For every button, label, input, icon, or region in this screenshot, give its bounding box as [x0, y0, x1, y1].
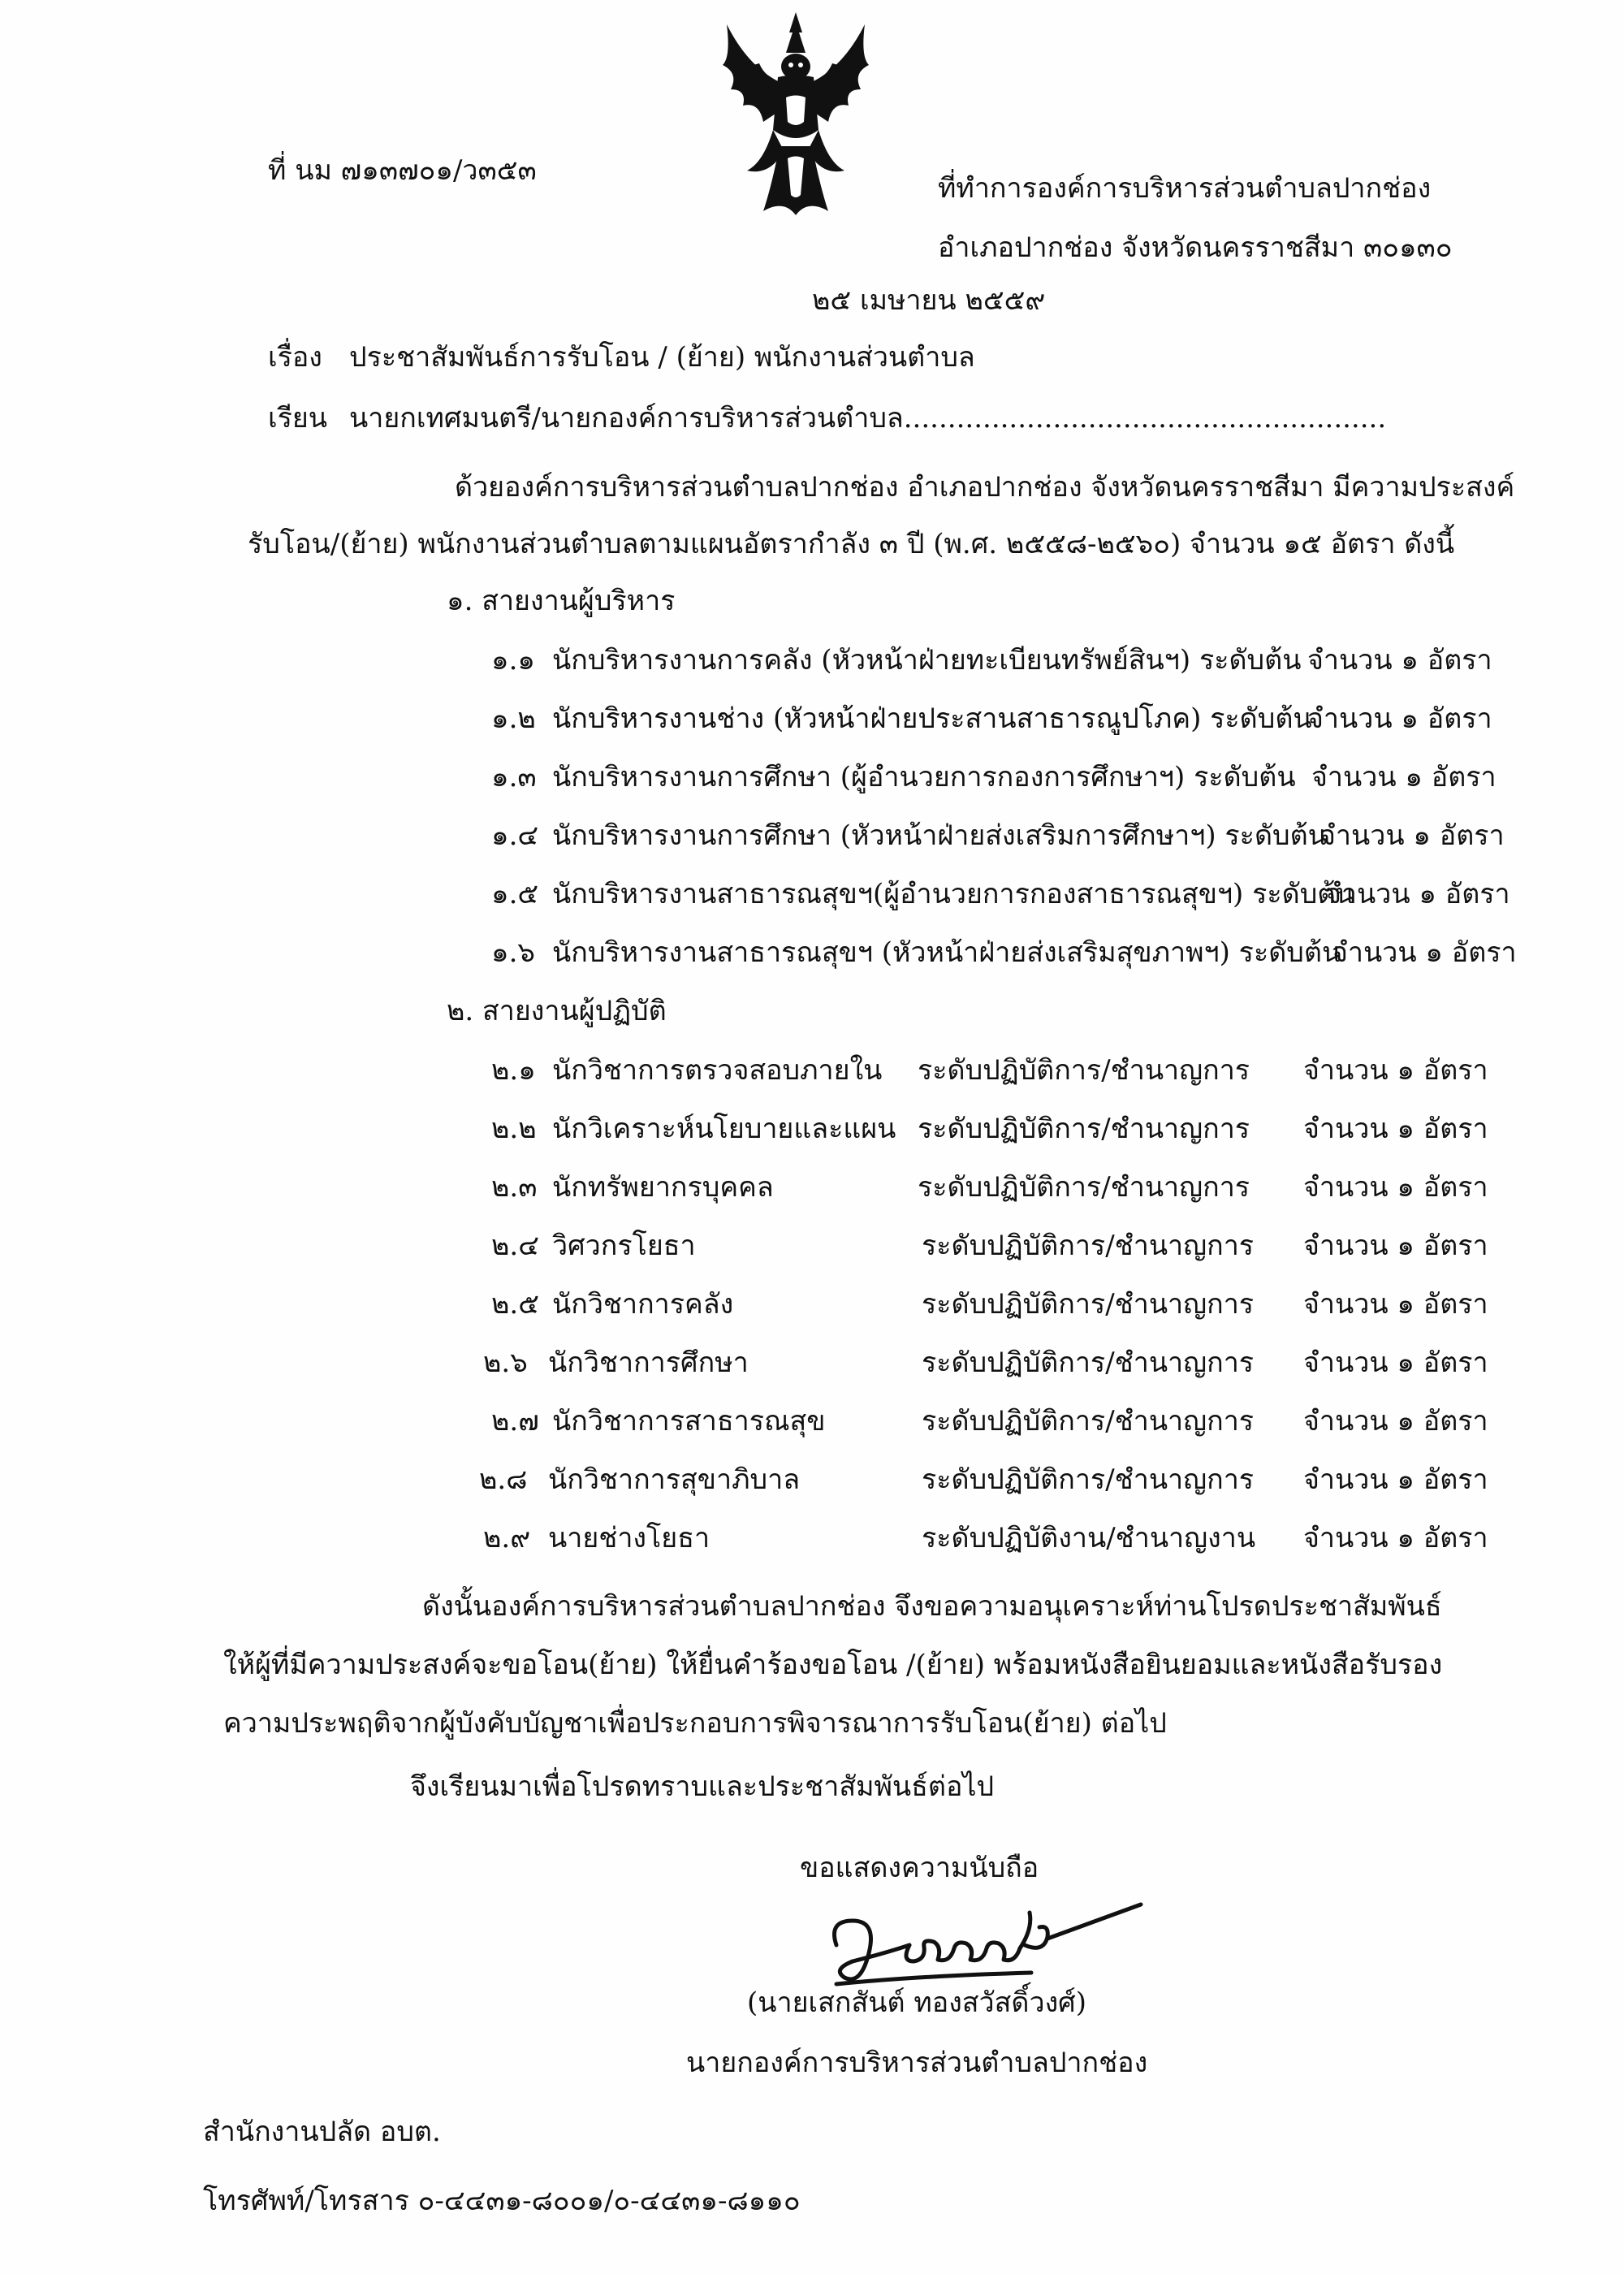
section2-item-no: ๒.๑ [491, 1054, 536, 1087]
section2-item-text: นักวิชาการคลัง [552, 1288, 734, 1321]
section2-item-qty: จำนวน ๑ อัตรา [1303, 1288, 1488, 1321]
section2-item-level: ระดับปฏิบัติการ/ชำนาญการ [918, 1054, 1250, 1087]
footer-office: สำนักงานปลัด อบต. [203, 2116, 441, 2148]
section1-item-text: นักบริหารงานการศึกษา (ผู้อำนวยการกองการศึกษาฯ) ระดับต้น [552, 761, 1296, 793]
section2-item-level: ระดับปฏิบัติการ/ชำนาญการ [922, 1230, 1255, 1262]
section1-item-no: ๑.๒ [491, 703, 536, 735]
letter-date: ๒๕ เมษายน ๒๕๕๙ [812, 284, 1046, 317]
section2-item-no: ๒.๙ [483, 1522, 531, 1554]
intro-line1: ด้วยองค์การบริหารส่วนตำบลปากช่อง อำเภอปากช่อง จังหวัดนครราชสีมา มีความประสงค์ [455, 471, 1515, 504]
section2-item-qty: จำนวน ๑ อัตรา [1303, 1463, 1488, 1496]
section2-item-text: วิศวกรโยธา [552, 1230, 696, 1262]
section2-item-level: ระดับปฏิบัติการ/ชำนาญการ [918, 1113, 1250, 1145]
section2-item-level: ระดับปฏิบัติการ/ชำนาญการ [918, 1171, 1250, 1204]
subject-label: เรื่อง [268, 341, 322, 374]
section1-item-text: นักบริหารงานช่าง (หัวหน้าฝ่ายประสานสาธารณูปโภค) ระดับต้น [552, 703, 1312, 735]
section1-item-text: นักบริหารงานสาธารณสุขฯ (หัวหน้าฝ่ายส่งเสริมสุขภาพฯ) ระดับต้น [552, 936, 1341, 969]
office-address-line1: ที่ทำการองค์การบริหารส่วนตำบลปากช่อง [938, 172, 1432, 205]
section2-item-qty: จำนวน ๑ อัตรา [1303, 1113, 1488, 1145]
office-address-line2: อำเภอปากช่อง จังหวัดนครราชสีมา ๓๐๑๓๐ [938, 231, 1453, 264]
section1-item-no: ๑.๖ [491, 936, 535, 969]
section1-item-text: นักบริหารงานการคลัง (หัวหน้าฝ่ายทะเบียนทรัพย์สินฯ) ระดับต้น [552, 644, 1302, 677]
section1-item-no: ๑.๔ [491, 819, 539, 852]
section2-item-text: นักวิเคราะห์นโยบายและแผน [552, 1113, 896, 1145]
subject-text: ประชาสัมพันธ์การรับโอน / (ย้าย) พนักงานส่วนตำบล [349, 341, 975, 374]
section2-item-no: ๒.๕ [491, 1288, 539, 1321]
garuda-emblem-icon [715, 8, 877, 219]
section1-item-no: ๑.๓ [491, 761, 537, 793]
signatory-name: (นายเสกสันต์ ทองสวัสดิ์วงศ์) [747, 1987, 1087, 2019]
section2-item-level: ระดับปฏิบัติการ/ชำนาญการ [922, 1347, 1255, 1379]
section2-item-qty: จำนวน ๑ อัตรา [1303, 1230, 1488, 1262]
section2-item-no: ๒.๒ [491, 1113, 537, 1145]
section2-item-no: ๒.๔ [491, 1230, 539, 1262]
section2-item-text: นักทรัพยากรบุคคล [552, 1171, 774, 1204]
section2-item-qty: จำนวน ๑ อัตรา [1303, 1347, 1488, 1379]
closing-line2: ให้ผู้ที่มีความประสงค์จะขอโอน(ย้าย) ให้ยื่นคำร้องขอโอน /(ย้าย) พร้อมหนังสือยินยอมและหนังสือรับรอง [223, 1649, 1443, 1681]
section2-item-level: ระดับปฏิบัติการ/ชำนาญการ [922, 1463, 1255, 1496]
section1-item-qty: จำนวน ๑ อัตรา [1325, 878, 1510, 910]
section2-item-no: ๒.๓ [491, 1171, 538, 1204]
section2-item-text: นักวิชาการสาธารณสุข [552, 1405, 826, 1437]
section2-item-no: ๒.๗ [491, 1405, 539, 1437]
closing-line4: จึงเรียนมาเพื่อโปรดทราบและประชาสัมพันธ์ต่อไป [410, 1770, 995, 1803]
recipient-text: นายกเทศมนตรี/นายกองค์การบริหารส่วนตำบล....................................................... [349, 402, 1387, 434]
section2-item-no: ๒.๘ [479, 1463, 528, 1496]
section1-item-qty: จำนวน ๑ อัตรา [1320, 819, 1505, 852]
section2-item-no: ๒.๖ [483, 1347, 528, 1379]
section2-item-level: ระดับปฏิบัติงาน/ชำนาญงาน [922, 1522, 1256, 1554]
section2-item-text: นักวิชาการสุขาภิบาล [548, 1463, 801, 1496]
section2-item-level: ระดับปฏิบัติการ/ชำนาญการ [922, 1288, 1255, 1321]
section2-item-text: นักวิชาการตรวจสอบภายใน [552, 1054, 883, 1087]
footer-phone: โทรศัพท์/โทรสาร ๐-๔๔๓๑-๘๐๐๑/๐-๔๔๓๑-๘๑๑๐ [203, 2185, 801, 2217]
regards-text: ขอแสดงความนับถือ [800, 1852, 1039, 1884]
section1-item-text: นักบริหารงานการศึกษา (หัวหน้าฝ่ายส่งเสริมการศึกษาฯ) ระดับต้น [552, 819, 1327, 852]
section1-item-qty: จำนวน ๑ อัตรา [1332, 936, 1517, 969]
handwritten-signature [820, 1888, 1161, 2002]
section1-item-qty: จำนวน ๑ อัตรา [1307, 644, 1492, 677]
closing-line1: ดังนั้นองค์การบริหารส่วนตำบลปากช่อง จึงขอความอนุเคราะห์ท่านโปรดประชาสัมพันธ์ [422, 1590, 1442, 1623]
section2-item-text: นักวิชาการศึกษา [548, 1347, 749, 1379]
section2-item-qty: จำนวน ๑ อัตรา [1303, 1405, 1488, 1437]
section2-item-level: ระดับปฏิบัติการ/ชำนาญการ [922, 1405, 1255, 1437]
closing-line3: ความประพฤติจากผู้บังคับบัญชาเพื่อประกอบการพิจารณาการรับโอน(ย้าย) ต่อไป [223, 1707, 1167, 1740]
reference-number: ที่ นม ๗๑๓๗๐๑/ว๓๕๓ [268, 154, 537, 187]
section1-item-no: ๑.๑ [491, 644, 535, 677]
section2-item-qty: จำนวน ๑ อัตรา [1303, 1054, 1488, 1087]
section2-item-qty: จำนวน ๑ อัตรา [1303, 1171, 1488, 1204]
recipient-label: เรียน [268, 402, 328, 434]
intro-line2: รับโอน/(ย้าย) พนักงานส่วนตำบลตามแผนอัตรากำลัง ๓ ปี (พ.ศ. ๒๕๕๘-๒๕๖๐) จำนวน ๑๕ อัตรา ดังนี้ [248, 528, 1455, 560]
section2-heading: ๒. สายงานผู้ปฏิบัติ [447, 995, 667, 1027]
section1-item-no: ๑.๕ [491, 878, 539, 910]
section1-item-qty: จำนวน ๑ อัตรา [1307, 703, 1492, 735]
signatory-position: นายกองค์การบริหารส่วนตำบลปากช่อง [686, 2047, 1148, 2079]
section2-item-text: นายช่างโยธา [548, 1522, 710, 1554]
section1-item-text: นักบริหารงานสาธารณสุขฯ(ผู้อำนวยการกองสาธารณสุขฯ) ระดับต้น [552, 878, 1354, 910]
section1-heading: ๑. สายงานผู้บริหาร [447, 585, 676, 617]
section1-item-qty: จำนวน ๑ อัตรา [1311, 761, 1497, 793]
section2-item-qty: จำนวน ๑ อัตรา [1303, 1522, 1488, 1554]
